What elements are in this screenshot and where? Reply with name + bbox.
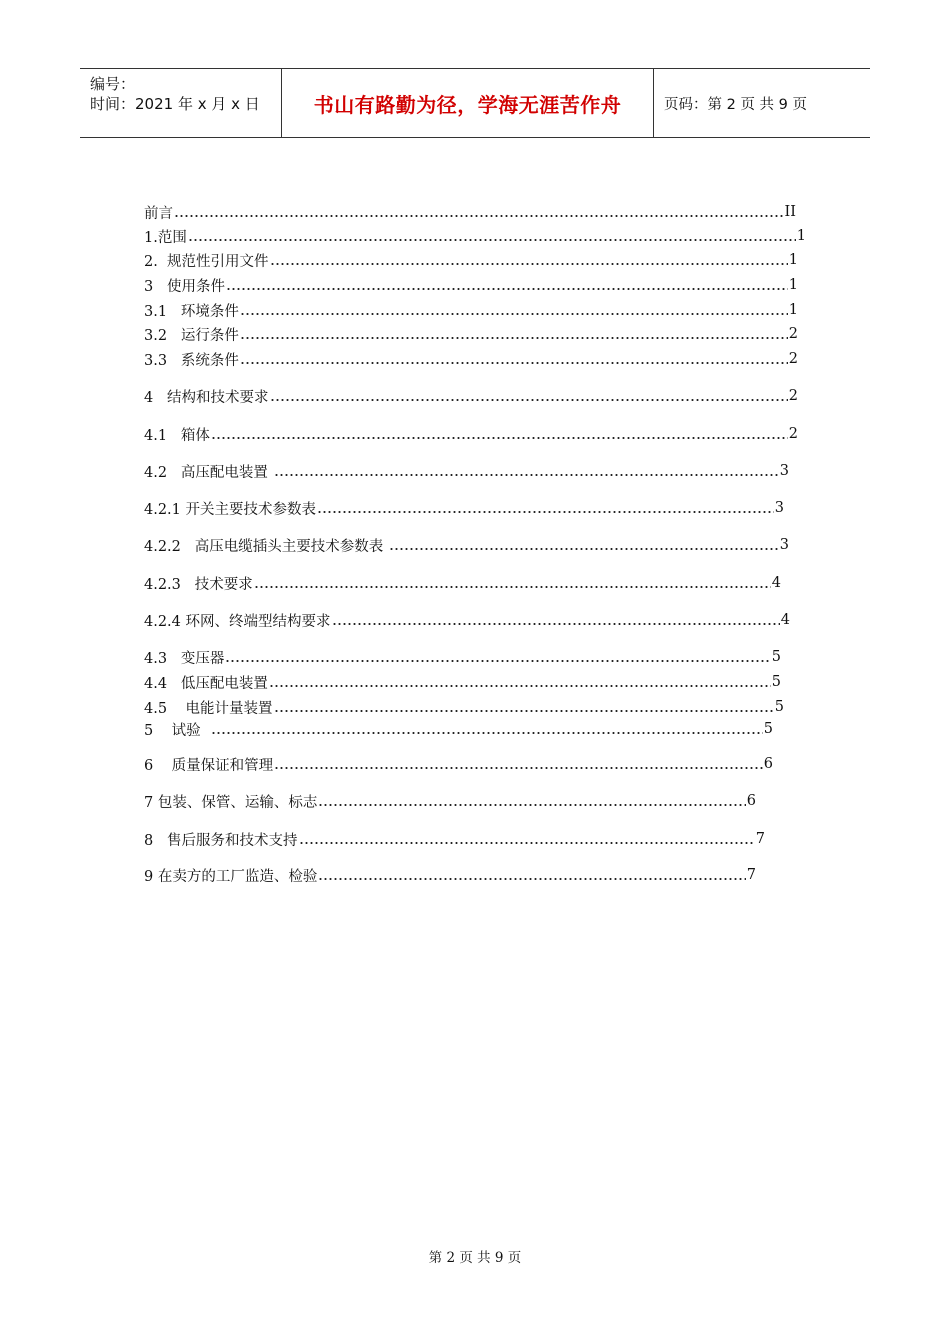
toc-entry [144,573,781,593]
toc-dot-leader [226,275,788,295]
toc-entry-page: 3 [774,500,784,516]
toc-entry-title: 4.2 高压配电装置 [144,464,273,481]
toc-entry-title: 4.4 低压配电装置 [144,675,268,692]
toc-entry [144,202,796,222]
toc-entry-page: 5 [771,674,781,690]
header-page-info-text: 页码：第 2 页 共 9 页 [664,96,807,113]
toc-entry-title: 4.2.3 技术要求 [144,576,253,593]
toc-entry-page: 6 [763,756,773,772]
toc-entry [144,275,798,295]
toc-entry-page: 3 [779,537,789,553]
toc-dot-leader [240,349,788,369]
toc-dot-leader [274,697,774,717]
toc-dot-leader [389,535,779,555]
toc-dot-leader [225,647,770,667]
toc-entry-title: 8 售后服务和技术支持 [144,832,298,849]
toc-dot-leader [317,498,774,518]
toc-entry-page: 1 [788,252,798,268]
toc-entry-title: 2. 规范性引用文件 [144,253,269,270]
toc-entry-page: 5 [774,699,784,715]
document-date-label: 时间：2021 年 x 月 x 日 [90,95,260,113]
toc-dot-leader [274,754,763,774]
toc-entry [144,226,806,246]
header-meta [80,69,282,137]
toc-entry-page: 2 [788,426,798,442]
toc-dot-leader [240,324,788,344]
toc-entry-title: 3.2 运行条件 [144,327,239,344]
toc-dot-leader [299,829,755,849]
toc-dot-leader [240,300,788,320]
toc-dot-leader [174,202,784,222]
toc-entry-page: II [784,204,796,220]
toc-entry-page: 1 [796,228,806,244]
toc-entry-title: 前言 [144,205,173,222]
toc-dot-leader [332,610,780,630]
toc-entry-page: 1 [788,277,798,293]
page-header [80,68,870,138]
footer-page-number: 第 2 页 共 9 页 [428,1250,522,1266]
toc-entry [144,324,798,344]
toc-dot-leader [254,573,771,593]
toc-entry-page: 7 [755,831,765,847]
toc-dot-leader [318,791,745,811]
toc-entry-page: 5 [763,721,773,737]
toc-entry [144,754,773,774]
document-number-label: 编号： [90,75,136,93]
toc-entry [144,386,798,406]
toc-entry-title: 4 结构和技术要求 [144,389,269,406]
toc-dot-leader [270,386,788,406]
toc-entry-title: 9 在卖方的工厂监造、检验 [144,868,318,885]
toc-entry-title: 1.范围 [144,229,187,246]
toc-entry-title: 5 试验 [144,722,210,739]
toc-entry [144,791,756,811]
toc-entry-title: 6 质量保证和管理 [144,757,274,774]
toc-entry [144,697,784,717]
toc-dot-leader [211,424,788,444]
toc-entry-page: 6 [746,793,756,809]
toc-dot-leader [318,865,745,885]
toc-entry-title: 3.1 环境条件 [144,303,239,320]
toc-entry-title: 3 使用条件 [144,278,226,295]
toc-entry-title: 4.5 电能计量装置 [144,700,273,717]
toc-entry-title: 4.3 变压器 [144,650,225,667]
toc-entry-title: 4.2.1 开关主要技术参数表 [144,501,317,518]
header-motto: 书山有路勤为径，学海无涯苦作舟 [313,92,622,117]
toc-entry [144,498,784,518]
toc-entry [144,865,756,885]
toc-entry [144,424,798,444]
toc-entry [144,719,773,739]
toc-entry [144,829,765,849]
toc-entry-page: 2 [788,351,798,367]
toc-entry [144,349,798,369]
toc-entry-page: 1 [788,302,798,318]
page-footer [0,1246,950,1266]
toc-entry-page: 2 [788,388,798,404]
toc-entry-title: 3.3 系统条件 [144,352,239,369]
toc-entry [144,647,781,667]
toc-entry-page: 2 [788,326,798,342]
toc-entry [144,461,789,481]
toc-entry [144,300,798,320]
toc-entry [144,672,781,692]
toc-dot-leader [270,250,788,270]
header-page-info [654,69,870,137]
toc-entry-page: 4 [780,612,790,628]
toc-dot-leader [274,461,779,481]
toc-entry-title: 4.1 箱体 [144,427,210,444]
toc-dot-leader [269,672,771,692]
toc-entry [144,610,790,630]
toc-entry-page: 3 [779,463,789,479]
toc-entry-title: 4.2.4 环网、终端型结构要求 [144,613,331,630]
toc-entry-page: 4 [771,575,781,591]
toc-entry [144,250,798,270]
toc-dot-leader [188,226,796,246]
header-motto-cell [282,69,654,137]
toc-entry-title: 7 包装、保管、运输、标志 [144,794,318,811]
toc-entry-page: 5 [771,649,781,665]
toc-entry [144,535,789,555]
toc-entry-page: 7 [746,867,756,883]
toc-dot-leader [211,719,763,739]
toc-entry-title: 4.2.2 高压电缆插头主要技术参数表 [144,538,388,555]
